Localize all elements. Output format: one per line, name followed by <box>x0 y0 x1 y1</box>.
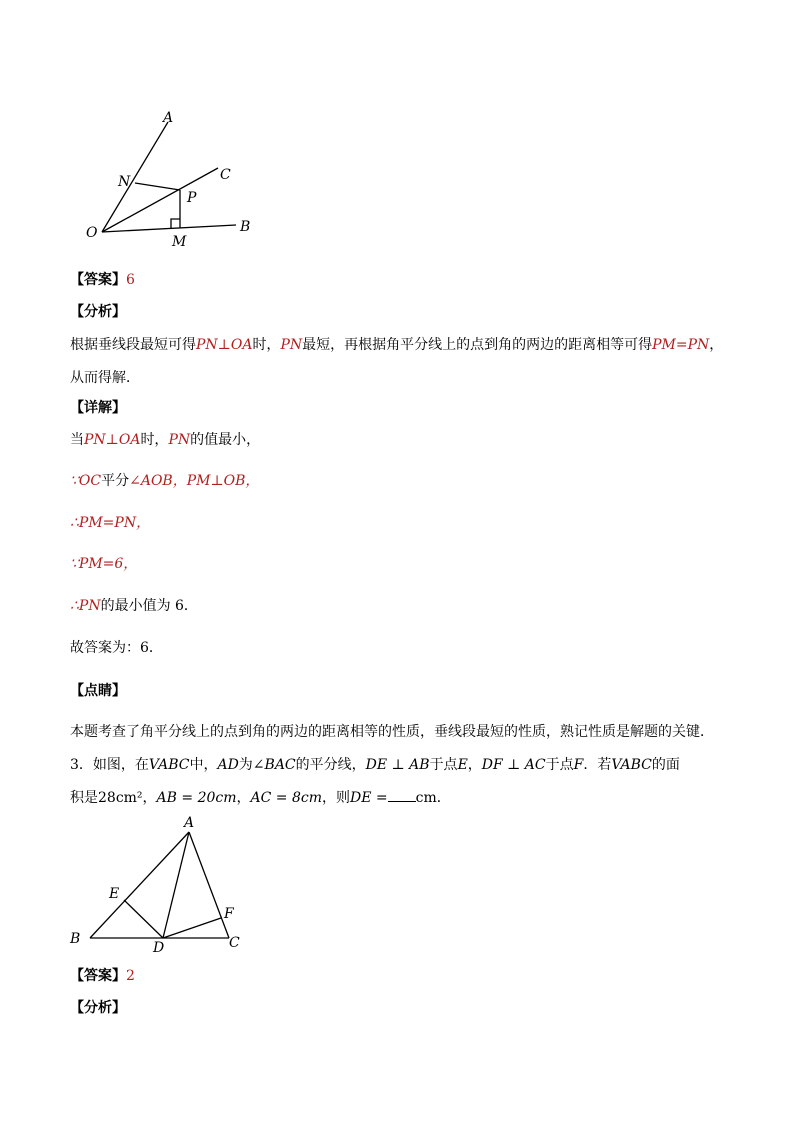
answer-label: 【答案】 <box>70 272 126 288</box>
comment-label: 【点睛】 <box>70 683 126 699</box>
analysis-text-1: 根据垂线段最短可得PN⊥OA时，PN最短，再根据角平分线上的点到角的两边的距离相等可得PM=PN， <box>70 337 724 353</box>
analysis-text-2: 从而得解． <box>70 370 140 386</box>
analysis-label: 【分析】 <box>70 304 126 320</box>
detail-step-5: ∴PN的最小值为 6． <box>70 598 198 614</box>
detail-step-1: 当PN⊥OA时，PN的值最小， <box>70 432 261 448</box>
label-C: C <box>220 167 231 183</box>
detail-step-2: ∵OC平分∠AOB，PM⊥OB， <box>70 473 260 489</box>
label-M: M <box>172 234 187 250</box>
answer-line-1 <box>70 270 135 290</box>
detail-step-4: ∵PM=6， <box>70 556 138 572</box>
label-B: B <box>70 931 81 947</box>
label-B: B <box>240 219 251 235</box>
label-C: C <box>229 935 240 951</box>
problem-3-line-2: 积是28cm²，AB = 20cm，AC = 8cm，则DE = cm． <box>70 787 451 808</box>
label-E: E <box>109 886 120 902</box>
figure-triangle-abc <box>65 810 255 960</box>
analysis-label-2: 【分析】 <box>70 1000 126 1016</box>
answer-value: 6 <box>126 272 135 288</box>
answer-line-2: 【答案】2 <box>70 968 135 984</box>
label-A: A <box>184 815 195 831</box>
detail-conclusion: 故答案为：6． <box>70 640 163 656</box>
label-A: A <box>163 110 174 126</box>
label-N: N <box>118 174 131 190</box>
figure-angle-bisector <box>70 100 270 260</box>
label-P: P <box>187 190 197 206</box>
label-O: O <box>86 225 98 241</box>
problem-3-line-1: 3．如图，在VABC中，AD为∠BAC的平分线，DE ⊥ AB于点E，DF ⊥ AC于点F．若VABC的面 <box>70 757 680 773</box>
detail-label: 【详解】 <box>70 400 126 416</box>
label-D: D <box>153 940 165 956</box>
detail-step-3: ∴PM=PN， <box>70 515 151 531</box>
comment-text: 本题考查了角平分线上的点到角的两边的距离相等的性质，垂线段最短的性质，熟记性质是解题的关键． <box>70 724 714 740</box>
answer-blank <box>388 787 416 802</box>
label-F: F <box>224 906 234 922</box>
